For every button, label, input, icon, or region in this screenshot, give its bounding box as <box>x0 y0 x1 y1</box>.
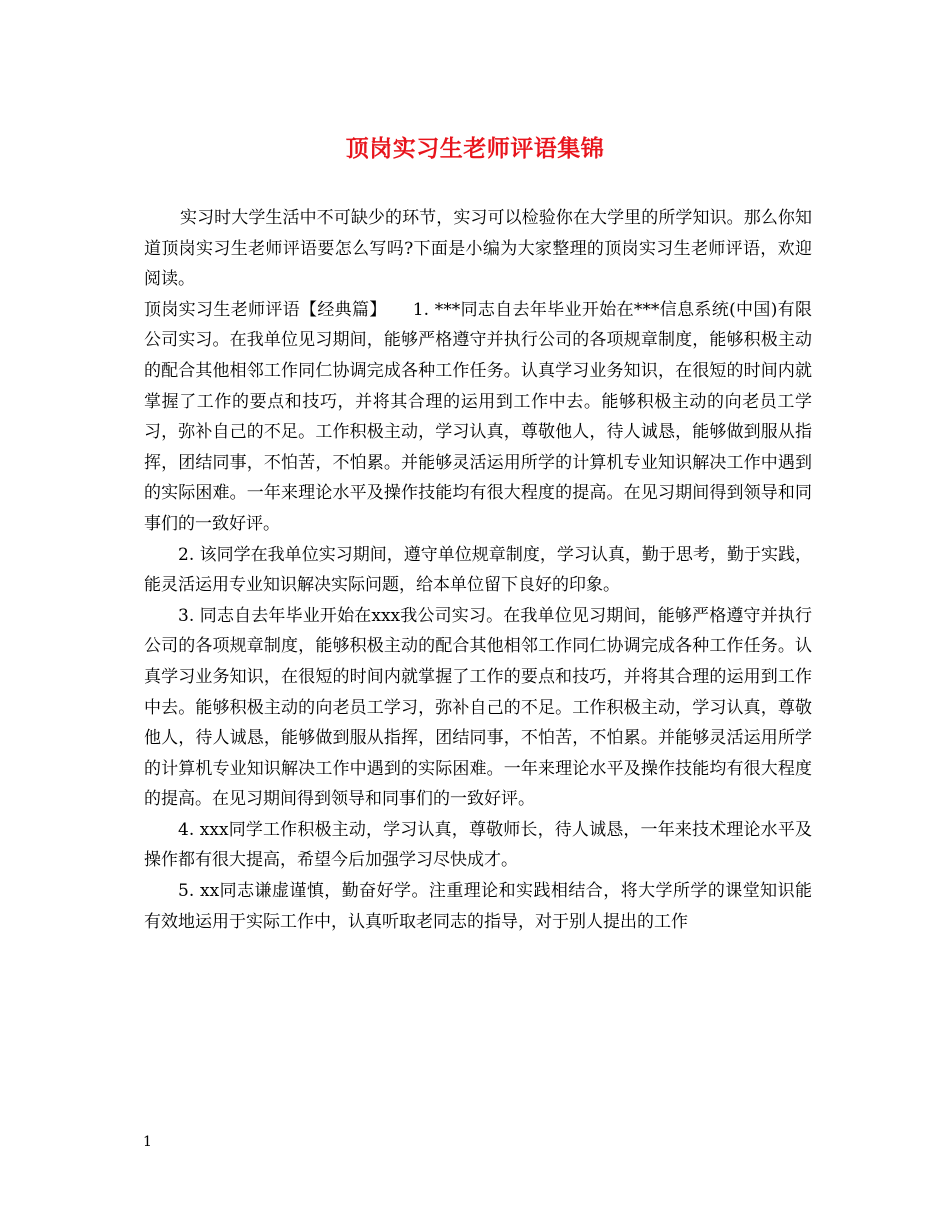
paragraph-item-2: 2. 该同学在我单位实习期间，遵守单位规章制度，学习认真，勤于思考，勤于实践，能灵活运用专业知识解决实际问题，给本单位留下良好的印象。 <box>144 544 812 596</box>
paragraph-intro: 实习时大学生活中不可缺少的环节，实习可以检验你在大学里的所学知识。那么你知道顶岗实习生老师评语要怎么写吗?下面是小编为大家整理的顶岗实习生老师评语，欢迎阅读。 <box>144 208 812 290</box>
paragraph-item-5: 5. xx同志谦虚谨慎，勤奋好学。注重理论和实践相结合，将大学所学的课堂知识能有效地运用于实际工作中，认真听取老同志的指导，对于别人提出的工作 <box>144 881 812 932</box>
page-number: 1 <box>143 1134 152 1150</box>
document-title: 顶岗实习生老师评语集锦 <box>345 135 605 162</box>
paragraph-item-4: 4. xxx同学工作积极主动，学习认真，尊敬师长，待人诚恳，一年来技术理论水平及操作都有很大提高，希望今后加强学习尽快成才。 <box>144 819 812 871</box>
document-body <box>144 203 812 937</box>
paragraph-classic-item-1: 顶岗实习生老师评语【经典篇】 1. ***同志自去年毕业开始在***信息系统(中国)有限公司实习。在我单位见习期间，能够严格遵守并执行公司的各项规章制度，能够积极主动的配合其他相邻工作同仁协调完成各种工作任务。认真学习业务知识，在很短的时间内就掌握了工作的要点和技巧，并将其合理的运用到工作中去。能够积极主动的向老员工学习，弥补自己的不足。工作积极主动，学习认真，尊敬他人，待人诚恳，能够做到服从指挥，团结同事，不怕苦，不怕累。并能够灵活运用所学的计算机专业知识解决工作中遇到的实际困难。一年来理论水平及操作技能均有很大程度的提高。在见习期间得到领导和同事们的一致好评。 <box>144 299 812 534</box>
paragraph-item-3: 3. 同志自去年毕业开始在xxx我公司实习。在我单位见习期间，能够严格遵守并执行公司的各项规章制度，能够积极主动的配合其他相邻工作同仁协调完成各种工作任务。认真学习业务知识，在很短的时间内就掌握了工作的要点和技巧，并将其合理的运用到工作中去。能够积极主动的向老员工学习，弥补自己的不足。工作积极主动，学习认真，尊敬他人，待人诚恳，能够做到服从指挥，团结同事，不怕苦，不怕累。并能够灵活运用所学的计算机专业知识解决工作中遇到的实际困难。一年来理论水平及操作技能均有很大程度的提高。在见习期间得到领导和同事们的一致好评。 <box>144 605 812 810</box>
